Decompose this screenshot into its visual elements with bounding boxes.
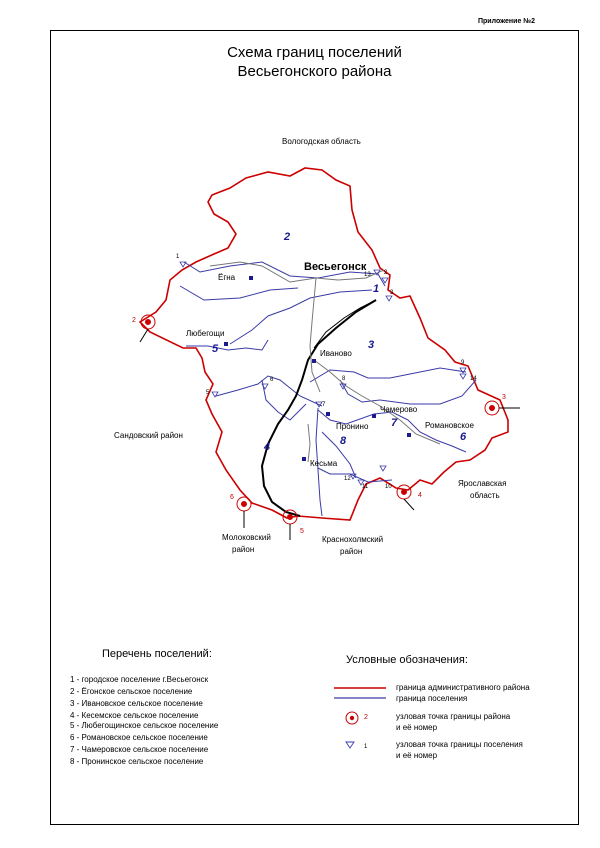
settlement-label-kesma: Кесьма — [310, 459, 338, 468]
legend-district-node-label-2: и её номер — [396, 723, 438, 732]
legend-settlement-node-number: 1 — [364, 744, 368, 750]
legend-district-node-number: 2 — [364, 714, 368, 721]
district-node-number-5: 5 — [300, 528, 304, 535]
settlement-node-number-7: 7 — [322, 402, 326, 408]
settlement-node-number-11: 11 — [362, 484, 369, 490]
settlement-node-number-5: 5 — [206, 390, 210, 396]
settlement-label-chamerovo: Чамерово — [380, 405, 418, 414]
settlement-list-title: Перечень поселений: — [102, 648, 212, 660]
settlement-label-vesyegonsk: Весьегонск — [304, 261, 367, 273]
district-node-number-6: 6 — [230, 494, 234, 501]
district-node-3 — [485, 401, 520, 415]
legend-settlement-boundary-label: граница поселения — [396, 694, 468, 703]
appendix-label: Приложение №2 — [478, 18, 535, 25]
map-title-line1: Схема границ поселений — [227, 44, 402, 61]
roads — [210, 262, 440, 462]
settlement-label-ivanovo: Иваново — [320, 349, 352, 358]
settlement-list-item-3: 3 - Ивановское сельское поселение — [70, 699, 203, 708]
settlement-node-number-12: 12 — [344, 476, 351, 482]
district-node-number-2: 2 — [132, 317, 136, 324]
district-node-number-3: 3 — [502, 394, 506, 401]
settlement-node-number-10: 10 — [385, 484, 392, 490]
river-tributary — [314, 300, 376, 348]
region-label-molokovo-2: район — [232, 545, 255, 554]
settlement-node-number-13: 13 — [364, 272, 371, 278]
settlement-number-8: 8 — [340, 435, 347, 447]
settlement-node-number-2: 2 — [384, 270, 388, 276]
settlement-label-pronino: Пронино — [336, 422, 369, 431]
settlement-node-number-14: 14 — [470, 376, 477, 382]
legend-district-boundary-label: граница административного района — [396, 683, 530, 692]
settlement-number-1: 1 — [373, 283, 380, 295]
region-label-yaroslavl-2: область — [470, 491, 500, 500]
settlement-list-item-2: 2 - Ёгонское сельское поселение — [70, 687, 193, 696]
settlement-node-number-8: 8 — [342, 376, 346, 382]
settlement-number-6: 6 — [460, 431, 467, 443]
legend-settlement-node-label: узловая точка границы поселения — [396, 740, 523, 749]
region-label-molokovo: Молоковский — [222, 533, 271, 542]
settlement-boundaries — [180, 262, 476, 516]
legend-district-node-label: узловая точка границы района — [396, 712, 511, 721]
legend-title: Условные обозначения: — [346, 654, 468, 666]
legend-symbols — [334, 688, 386, 748]
settlement-node-number-1: 1 — [176, 254, 180, 260]
legend-settlement-node-label-2: и её номер — [396, 751, 438, 760]
settlement-points — [224, 276, 411, 461]
settlement-list-item-5: 5 - Любегощинское сельское поселение — [70, 721, 219, 730]
settlement-node-number-9: 9 — [461, 360, 465, 366]
settlement-list-item-6: 6 - Романовское сельское поселение — [70, 733, 208, 742]
region-label-krasny-kholm: Краснохолмский — [322, 535, 384, 544]
settlement-label-egna: Ёгна — [218, 273, 236, 282]
region-label-vologda: Вологодская область — [282, 137, 361, 146]
district-node-2 — [140, 315, 155, 342]
region-label-sandovo: Сандовский район — [114, 431, 183, 440]
settlement-number-5: 5 — [212, 343, 219, 355]
district-node-number-4: 4 — [418, 492, 422, 499]
settlement-number-3: 3 — [368, 339, 375, 351]
settlement-number-4: 4 — [264, 441, 271, 453]
map-title-line2: Весьегонского района — [237, 63, 392, 80]
settlement-list-item-4: 4 - Кесемское сельское поселение — [70, 711, 199, 720]
region-label-krasny-kholm-2: район — [340, 547, 363, 556]
settlement-number-2: 2 — [284, 231, 291, 243]
settlement-number-7: 7 — [391, 417, 398, 429]
region-label-yaroslavl: Ярославская — [458, 479, 507, 488]
settlement-node-number-6: 6 — [270, 377, 274, 383]
settlement-label-lyubegoshchi: Любегощи — [186, 329, 225, 338]
district-node-6 — [237, 497, 251, 528]
settlement-list-item-7: 7 - Чамеровское сельское поселение — [70, 745, 209, 754]
settlement-label-romanovskoe: Романовское — [425, 421, 474, 430]
settlement-list-item-1: 1 - городское поселение г.Весьегонск — [70, 675, 209, 684]
settlement-list-item-8: 8 - Пронинское сельское поселение — [70, 757, 204, 766]
settlement-node-number-3: 3 — [390, 290, 394, 296]
